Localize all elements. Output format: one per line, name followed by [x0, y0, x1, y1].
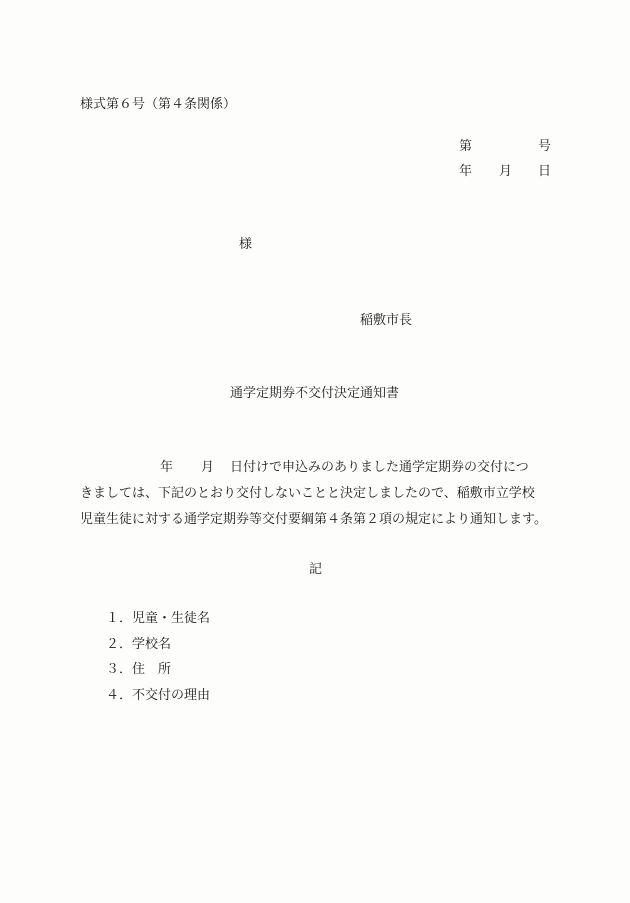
body-line-3: 児童生徒に対する通学定期券等交付要綱第４条第２項の規定により通知します。 — [80, 512, 547, 527]
ki-heading: 記 — [309, 562, 323, 577]
item-label: 児童・生徒名 — [132, 611, 211, 626]
body-line-1-text: 日付けで申込みのありました通学定期券の交付につ — [230, 460, 529, 475]
list-item — [106, 612, 210, 638]
list-item — [106, 638, 210, 664]
document-title: 通学定期券不交付決定通知書 — [230, 386, 400, 401]
addressee-honorific: 様 — [239, 237, 253, 252]
document-number-label: 第 — [459, 139, 473, 154]
document-number-suffix: 号 — [538, 139, 552, 154]
item-list — [106, 612, 210, 714]
date-month: 月 — [499, 164, 513, 179]
date-year: 年 — [459, 164, 473, 179]
list-item — [106, 663, 210, 689]
body-month: 月 — [201, 460, 215, 475]
item-number: １． — [106, 611, 133, 626]
list-item — [106, 689, 210, 715]
item-label: 住 所 — [132, 662, 172, 677]
item-number: ４． — [106, 687, 133, 703]
body-year: 年 — [160, 460, 174, 475]
item-label: 学校名 — [132, 636, 172, 652]
form-number: 様式第６号（第４条関係） — [80, 97, 237, 112]
item-number: ３． — [106, 662, 133, 677]
date-day: 日 — [538, 164, 552, 179]
item-label: 不交付の理由 — [132, 687, 211, 703]
sender-name: 稲敷市長 — [360, 313, 413, 328]
item-number: ２． — [106, 636, 133, 652]
body-line-2: きましては、下記のとおり交付しないことと決定しましたので、稲敷市立学校 — [80, 486, 535, 501]
